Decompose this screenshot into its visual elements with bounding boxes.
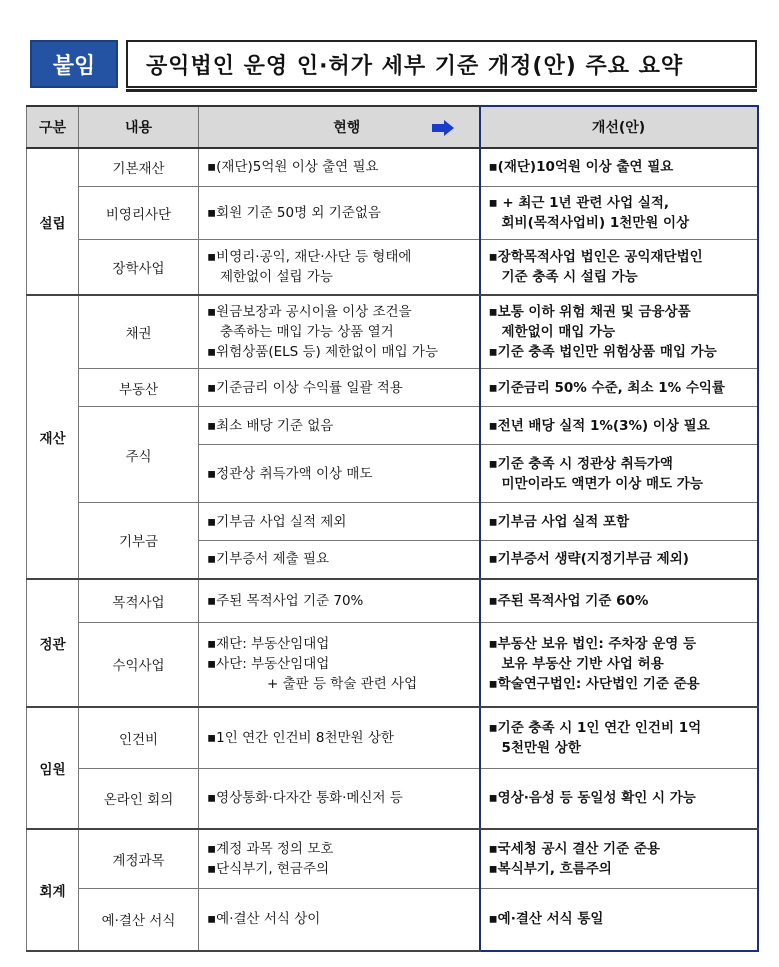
- header-current: [199, 106, 480, 148]
- improved-line: ▪ + 최근 1년 관련 사업 실적,: [488, 194, 670, 211]
- attachment-badge: 붙임: [30, 40, 118, 88]
- improved-cell: [480, 445, 758, 503]
- item-cell: 기부금: [79, 503, 199, 579]
- category-cell: 임원: [27, 707, 79, 829]
- improved-line: ▪기준 충족 법인만 위험상품 매입 가능: [488, 344, 717, 360]
- header-content: 내용: [79, 106, 199, 148]
- improved-cell: [480, 829, 758, 889]
- item-cell: 목적사업: [79, 579, 199, 623]
- table-row: [27, 295, 758, 369]
- improved-line: 미만이라도 액면가 이상 매도 가능: [501, 475, 703, 492]
- current-line: ▪원금보장과 공시이율 이상 조건을: [207, 304, 412, 320]
- current-line: ▪기부금 사업 실적 제외: [207, 513, 347, 530]
- header-improved: 개선(안): [480, 106, 758, 148]
- item-cell: 주식: [79, 407, 199, 503]
- current-cell: [199, 186, 480, 239]
- improved-cell: [480, 295, 758, 369]
- improved-cell: [480, 503, 758, 541]
- improved-line: ▪기부금 사업 실적 포함: [488, 513, 630, 530]
- improved-line: ▪복식부기, 흐름주의: [488, 860, 612, 877]
- improved-line: ▪예·결산 서식 통일: [488, 911, 604, 928]
- current-line: ▪재단: 부동산임대업: [207, 636, 330, 653]
- table-row: [27, 369, 758, 407]
- current-line: ▪예·결산 서식 상이: [207, 911, 321, 928]
- improved-cell: [480, 239, 758, 295]
- current-cell: [199, 769, 480, 829]
- table-row: [27, 148, 758, 186]
- current-cell: [199, 295, 480, 369]
- improved-line: ▪(재단)10억원 이상 출연 필요: [488, 159, 674, 176]
- improved-cell: [480, 623, 758, 707]
- table-body: [27, 148, 758, 951]
- improved-line: ▪기준 충족 시 정관상 취득가액: [488, 455, 673, 472]
- improved-line: 기준 충족 시 설립 가능: [501, 268, 638, 285]
- current-line: ▪1인 연간 인건비 8천만원 상한: [207, 729, 394, 746]
- table-row: [27, 407, 758, 445]
- item-cell: 계정과목: [79, 829, 199, 889]
- current-cell: [199, 889, 480, 951]
- improved-line: 보유 부동산 기반 사업 허용: [501, 656, 664, 673]
- current-line: 제한없이 설립 가능: [220, 268, 333, 285]
- current-line: ▪회원 기준 50명 외 기준없음: [207, 204, 381, 221]
- category-cell: 설립: [27, 148, 79, 295]
- table-row: [27, 186, 758, 239]
- current-line: ▪최소 배당 기준 없음: [207, 417, 334, 434]
- table-row: [27, 503, 758, 541]
- item-cell: 기본재산: [79, 148, 199, 186]
- improved-cell: [480, 707, 758, 769]
- category-cell: 회계: [27, 829, 79, 951]
- table-row: [27, 769, 758, 829]
- current-line: 충족하는 매입 가능 상품 열거: [220, 324, 394, 340]
- item-cell: 수익사업: [79, 623, 199, 707]
- current-line: ▪기준금리 이상 수익률 일괄 적용: [207, 379, 403, 396]
- table-row: [27, 623, 758, 707]
- current-cell: [199, 579, 480, 623]
- header-current-label: 현행: [333, 120, 361, 136]
- improved-cell: [480, 579, 758, 623]
- current-cell: [199, 707, 480, 769]
- current-cell: [199, 541, 480, 579]
- current-line: ▪비영리·공익, 재단·사단 등 형태에: [207, 248, 412, 265]
- improved-cell: [480, 889, 758, 951]
- current-line: ▪정관상 취득가액 이상 매도: [207, 465, 373, 482]
- current-cell: [199, 503, 480, 541]
- summary-table: [26, 105, 759, 952]
- improved-line: 회비(목적사업비) 1천만원 이상: [501, 214, 690, 231]
- current-line: ▪(재단)5억원 이상 출연 필요: [207, 159, 379, 176]
- table-row: [27, 829, 758, 889]
- category-cell: 정관: [27, 579, 79, 707]
- improved-line: ▪기준금리 50% 수준, 최소 1% 수익률: [488, 379, 725, 396]
- improved-line: ▪기부증서 생략(지정기부금 제외): [488, 551, 689, 568]
- improved-line: ▪전년 배당 실적 1%(3%) 이상 필요: [488, 417, 710, 434]
- right-arrow-icon: [432, 120, 454, 136]
- current-line: ▪단식부기, 현금주의: [207, 860, 330, 877]
- current-cell: [199, 239, 480, 295]
- improved-cell: [480, 769, 758, 829]
- improved-line: ▪보통 이하 위험 채권 및 금융상품: [488, 304, 691, 320]
- item-cell: 예·결산 서식: [79, 889, 199, 951]
- item-cell: 비영리사단: [79, 186, 199, 239]
- improved-line: ▪영상·음성 등 동일성 확인 시 가능: [488, 790, 696, 807]
- improved-line: ▪주된 목적사업 기준 60%: [488, 592, 649, 609]
- improved-cell: [480, 541, 758, 579]
- item-cell: 온라인 회의: [79, 769, 199, 829]
- table-row: [27, 239, 758, 295]
- table-row: [27, 707, 758, 769]
- document-header: [30, 40, 757, 88]
- item-cell: 장학사업: [79, 239, 199, 295]
- current-cell: [199, 407, 480, 445]
- table-header-row: [27, 106, 758, 148]
- improved-cell: [480, 148, 758, 186]
- item-cell: 부동산: [79, 369, 199, 407]
- improved-line: ▪학술연구법인: 사단법인 기준 준용: [488, 676, 700, 693]
- current-line: ▪위험상품(ELS 등) 제한없이 매입 가능: [207, 344, 439, 360]
- current-line: ▪기부증서 제출 필요: [207, 551, 330, 568]
- page-title: 공익법인 운영 인·허가 세부 기준 개정(안) 주요 요약: [126, 40, 757, 88]
- improved-cell: [480, 369, 758, 407]
- item-cell: 채권: [79, 295, 199, 369]
- table-row: [27, 889, 758, 951]
- improved-line: 제한없이 매입 가능: [501, 324, 616, 340]
- item-cell: 인건비: [79, 707, 199, 769]
- current-cell: [199, 445, 480, 503]
- current-line: ▪사단: 부동산임대업: [207, 656, 330, 673]
- current-cell: [199, 369, 480, 407]
- improved-line: ▪장학목적사업 법인은 공익재단법인: [488, 248, 703, 265]
- improved-cell: [480, 407, 758, 445]
- current-cell: [199, 148, 480, 186]
- current-line: ▪주된 목적사업 기준 70%: [207, 592, 364, 609]
- improved-line: 5천만원 상한: [501, 739, 581, 756]
- current-line: ▪계정 과목 정의 모호: [207, 840, 334, 857]
- current-cell: [199, 829, 480, 889]
- current-cell: [199, 623, 480, 707]
- improved-line: ▪국세청 공시 결산 기준 준용: [488, 840, 660, 857]
- title-underline: [126, 89, 757, 92]
- improved-cell: [480, 186, 758, 239]
- improved-line: ▪기준 충족 시 1인 연간 인건비 1억: [488, 719, 702, 736]
- improved-line: ▪부동산 보유 법인: 주차장 운영 등: [488, 636, 697, 653]
- category-cell: 재산: [27, 295, 79, 579]
- header-category: 구분: [27, 106, 79, 148]
- current-line: + 출판 등 학술 관련 사업: [267, 676, 418, 693]
- table-row: [27, 579, 758, 623]
- current-line: ▪영상통화·다자간 통화·메신저 등: [207, 790, 403, 807]
